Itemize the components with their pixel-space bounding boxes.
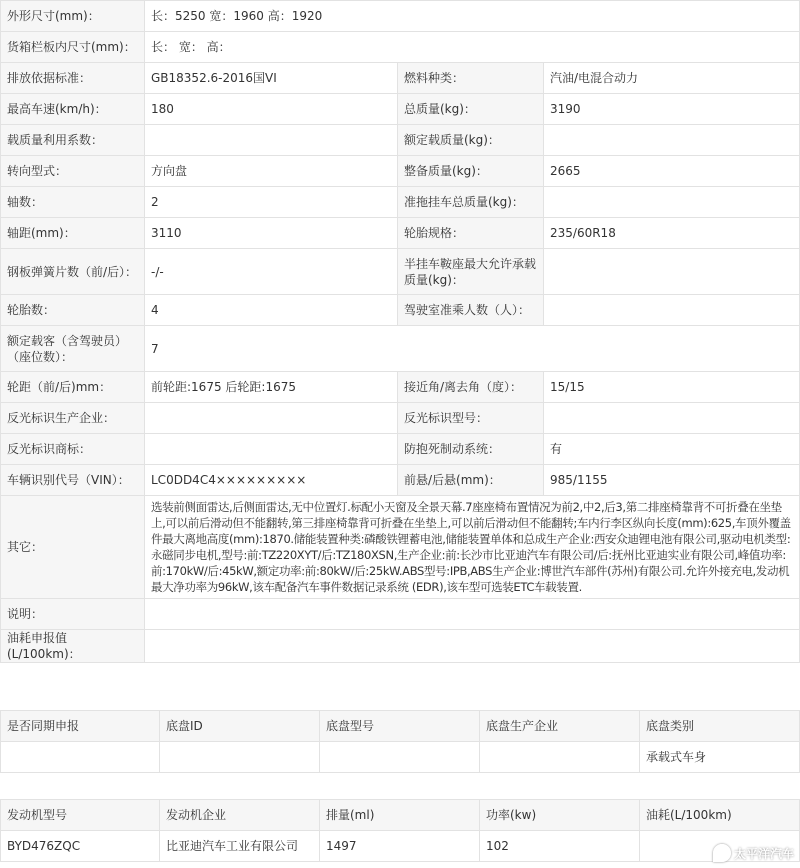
spec-row [1,125,800,156]
spec-row [1,403,800,434]
chassis-header-row [1,711,800,742]
spec-label: 轴数： [1,187,145,218]
spec-value [544,295,800,326]
spec-label: 防抱死制动系统： [398,434,544,465]
spec-label: 轮胎规格： [398,218,544,249]
table-cell [320,742,480,773]
spec-value [145,125,398,156]
spec-value: 3190 [544,94,800,125]
column-header: 底盘型号 [320,711,480,742]
spec-value [544,403,800,434]
column-header: 油耗(L/100km) [640,800,800,831]
column-header: 底盘生产企业 [480,711,640,742]
site-watermark [713,844,794,862]
spec-value [145,630,800,663]
spec-value: 7 [145,326,800,372]
spec-label: 反光标识生产企业： [1,403,145,434]
table-cell: BYD476ZQC [1,831,160,862]
column-header: 底盘ID [160,711,320,742]
spec-value: 2665 [544,156,800,187]
engine-header-row [1,800,800,831]
spec-label: 驾驶室准乘人数（人）： [398,295,544,326]
spec-label: 前悬/后悬(mm)： [398,465,544,496]
spec-row-notes [1,599,800,630]
spec-value: 长： 宽： 高： [145,32,800,63]
spec-label: 轴距(mm)： [1,218,145,249]
spec-row-seating [1,326,800,372]
table-cell [480,742,640,773]
spec-label: 额定载客（含驾驶员）（座位数）： [1,326,145,372]
spec-label: 轮距（前/后)mm： [1,372,145,403]
column-header: 功率(kw) [480,800,640,831]
spec-value [145,434,398,465]
spec-row-other [1,496,800,599]
spec-value: 汽油/电混合动力 [544,63,800,94]
spec-value: 长：5250 宽：1960 高：1920 [145,1,800,32]
column-header: 发动机企业 [160,800,320,831]
spec-value: 2 [145,187,398,218]
spec-label: 整备质量(kg)： [398,156,544,187]
spec-label: 外形尺寸(mm)： [1,1,145,32]
spec-value: 235/60R18 [544,218,800,249]
spec-value: 180 [145,94,398,125]
column-header: 底盘类别 [640,711,800,742]
spec-value [544,187,800,218]
table-cell: 比亚迪汽车工业有限公司 [160,831,320,862]
spec-label: 载质量利用系数： [1,125,145,156]
spec-label: 货箱栏板内尺寸(mm)： [1,32,145,63]
spec-label: 接近角/离去角（度）： [398,372,544,403]
table-row [1,831,800,862]
spec-value [145,599,800,630]
spec-label: 排放依据标准： [1,63,145,94]
spec-value [544,249,800,295]
spec-label: 半挂车鞍座最大允许承载质量(kg)： [398,249,544,295]
column-header: 发动机型号 [1,800,160,831]
spec-value: -/- [145,249,398,295]
spec-label: 反光标识型号： [398,403,544,434]
spec-label: 钢板弹簧片数（前/后）： [1,249,145,295]
spec-value: 前轮距:1675 后轮距:1675 [145,372,398,403]
spec-value: 方向盘 [145,156,398,187]
spec-label: 准拖挂车总质量(kg)： [398,187,544,218]
column-header: 是否同期申报 [1,711,160,742]
spec-row [1,434,800,465]
spec-label: 反光标识商标： [1,434,145,465]
spec-row [1,249,800,295]
spec-row [1,218,800,249]
spec-row [1,372,800,403]
spec-row-dimensions [1,1,800,32]
spec-value: 4 [145,295,398,326]
spec-row [1,295,800,326]
spec-label: 最高车速(km/h)： [1,94,145,125]
spec-label: 说明： [1,599,145,630]
chassis-table [0,710,800,773]
column-header: 排量(ml) [320,800,480,831]
table-cell [160,742,320,773]
watermark-text: 太平洋汽车 [733,846,794,861]
spec-label: 油耗申报值(L/100km)： [1,630,145,663]
spec-value: 3110 [145,218,398,249]
spec-value: 15/15 [544,372,800,403]
spec-row-fuel [1,630,800,663]
logo-mark-icon [713,844,731,862]
table-cell: 承载式车身 [640,742,800,773]
spec-label: 燃料种类： [398,63,544,94]
spec-value: 有 [544,434,800,465]
engine-table [0,799,800,862]
spec-value: LC0DD4C4××××××××× [145,465,398,496]
spec-value-other: 选装前侧面雷达,后侧面雷达,无中位置灯.标配小天窗及全景天幕.7座座椅布置情况为前2,中2,后3,第二排座椅靠背不可折叠在坐垫上,可以前后滑动但不能翻转,第三排座椅靠背可折叠在坐垫上,可以前后滑动但不能翻转;车内行李区纵向长度(mm):625,车顶外覆盖件最大离地高度(mm):1870.储能装置种类:磷酸铁锂蓄电池,储能装置单体和总成生产企业:西安众迪锂电池有限公司,驱动电机类型:永磁同步电机,型号:前:TZ220XYT/后:TZ180XSN,生产企业:前:长沙市比亚迪汽车有限公司/后:抚州比亚迪实业有限公司,峰值功率:前:170kW/后:45kW,额定功率:前:80kW/后:25kW.ABS型号:IPB,ABS生产企业:博世汽车部件(苏州)有限公司.允许外接充电,发动机最大净功率为96kW,该车配备汽车事件数据记录系统 (EDR),该车型可选装ETC车载装置. [145,496,800,599]
spec-label: 总质量(kg)： [398,94,544,125]
table-cell [1,742,160,773]
spec-label: 轮胎数： [1,295,145,326]
spec-label: 额定载质量(kg)： [398,125,544,156]
spec-row-cargo-box [1,32,800,63]
spec-row [1,156,800,187]
table-cell: 1497 [320,831,480,862]
spec-value [145,403,398,434]
spec-label: 车辆识别代号（VIN）： [1,465,145,496]
spec-label: 转向型式： [1,156,145,187]
spec-row [1,94,800,125]
spec-row [1,465,800,496]
spec-row [1,63,800,94]
spec-value: 985/1155 [544,465,800,496]
table-cell: 102 [480,831,640,862]
table-row [1,742,800,773]
spec-value: GB18352.6-2016国VI [145,63,398,94]
spec-row [1,187,800,218]
spec-value [544,125,800,156]
spec-label: 其它： [1,496,145,599]
